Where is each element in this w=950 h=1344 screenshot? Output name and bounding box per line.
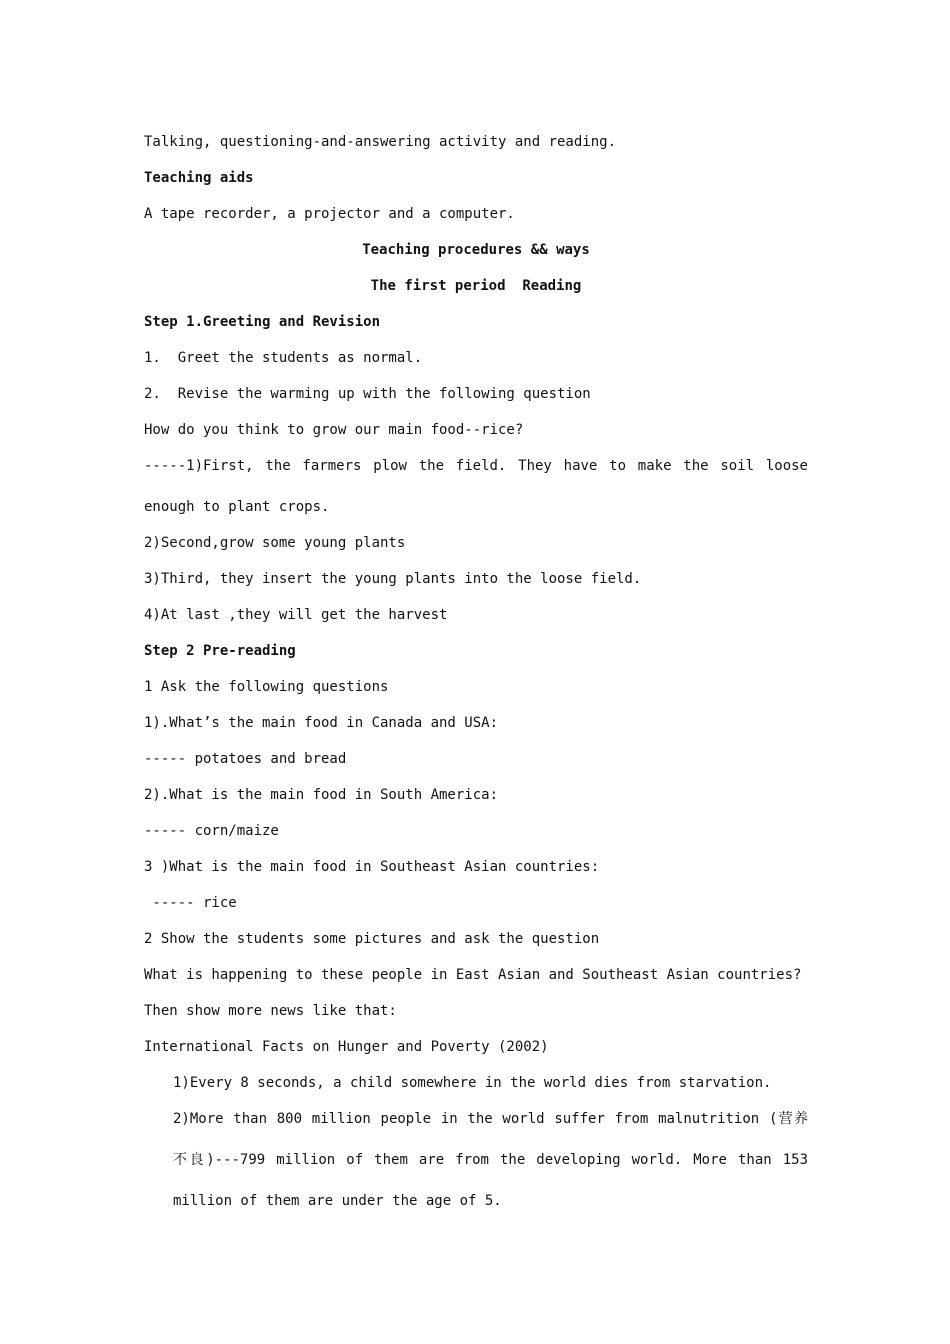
step2-question-1: 1).What’s the main food in Canada and USA: [144, 715, 499, 731]
step1-answer-4: 4)At last ,they will get the harvest [144, 607, 448, 623]
teaching-methods-line: Talking, questioning-and-answering activity and reading. [144, 134, 617, 150]
fact-2-line-2: 不良)---799 million of them are from the developing world. More than 153 [173, 1152, 808, 1168]
fact-2-line-1: 2)More than 800 million people in the world suffer from malnutrition (营养 [173, 1111, 808, 1127]
document-page [144, 124, 808, 1219]
step2-item-2: 2 Show the students some pictures and ask the question [144, 931, 600, 947]
step1-answer-1-line-1: -----1)First, the farmers plow the field. They have to make the soil loose [144, 458, 808, 474]
step2-answer-3: ----- rice [144, 895, 237, 911]
step1-answer-3: 3)Third, they insert the young plants into the loose field. [144, 571, 642, 587]
step2-heading: Step 2 Pre-reading [144, 643, 296, 659]
period-heading: The first period Reading [370, 278, 582, 294]
step1-answer-1-line-2: enough to plant crops. [144, 499, 330, 515]
step2-answer-1: ----- potatoes and bread [144, 751, 347, 767]
step2-question-3: 3 )What is the main food in Southeast Asian countries: [144, 859, 600, 875]
step2-question-4: What is happening to these people in East Asian and Southeast Asian countries? [144, 967, 802, 983]
step2-more-news: Then show more news like that: [144, 1003, 397, 1019]
step1-item-1: 1. Greet the students as normal. [144, 350, 423, 366]
facts-list [144, 1065, 808, 1219]
step2-item-1: 1 Ask the following questions [144, 679, 389, 695]
teaching-aids-heading: Teaching aids [144, 170, 254, 186]
procedures-heading: Teaching procedures && ways [362, 242, 590, 258]
step1-heading: Step 1.Greeting and Revision [144, 314, 381, 330]
step1-item-2: 2. Revise the warming up with the following question [144, 386, 591, 402]
step2-question-2: 2).What is the main food in South America: [144, 787, 499, 803]
step1-answer-2: 2)Second,grow some young plants [144, 535, 406, 551]
fact-1: 1)Every 8 seconds, a child somewhere in the world dies from starvation. [173, 1075, 772, 1091]
teaching-aids-line: A tape recorder, a projector and a computer. [144, 206, 515, 222]
step2-answer-2: ----- corn/maize [144, 823, 279, 839]
facts-title: International Facts on Hunger and Poverty (2002) [144, 1039, 549, 1055]
step1-question: How do you think to grow our main food--rice? [144, 422, 524, 438]
fact-2-line-3: million of them are under the age of 5. [173, 1193, 502, 1209]
